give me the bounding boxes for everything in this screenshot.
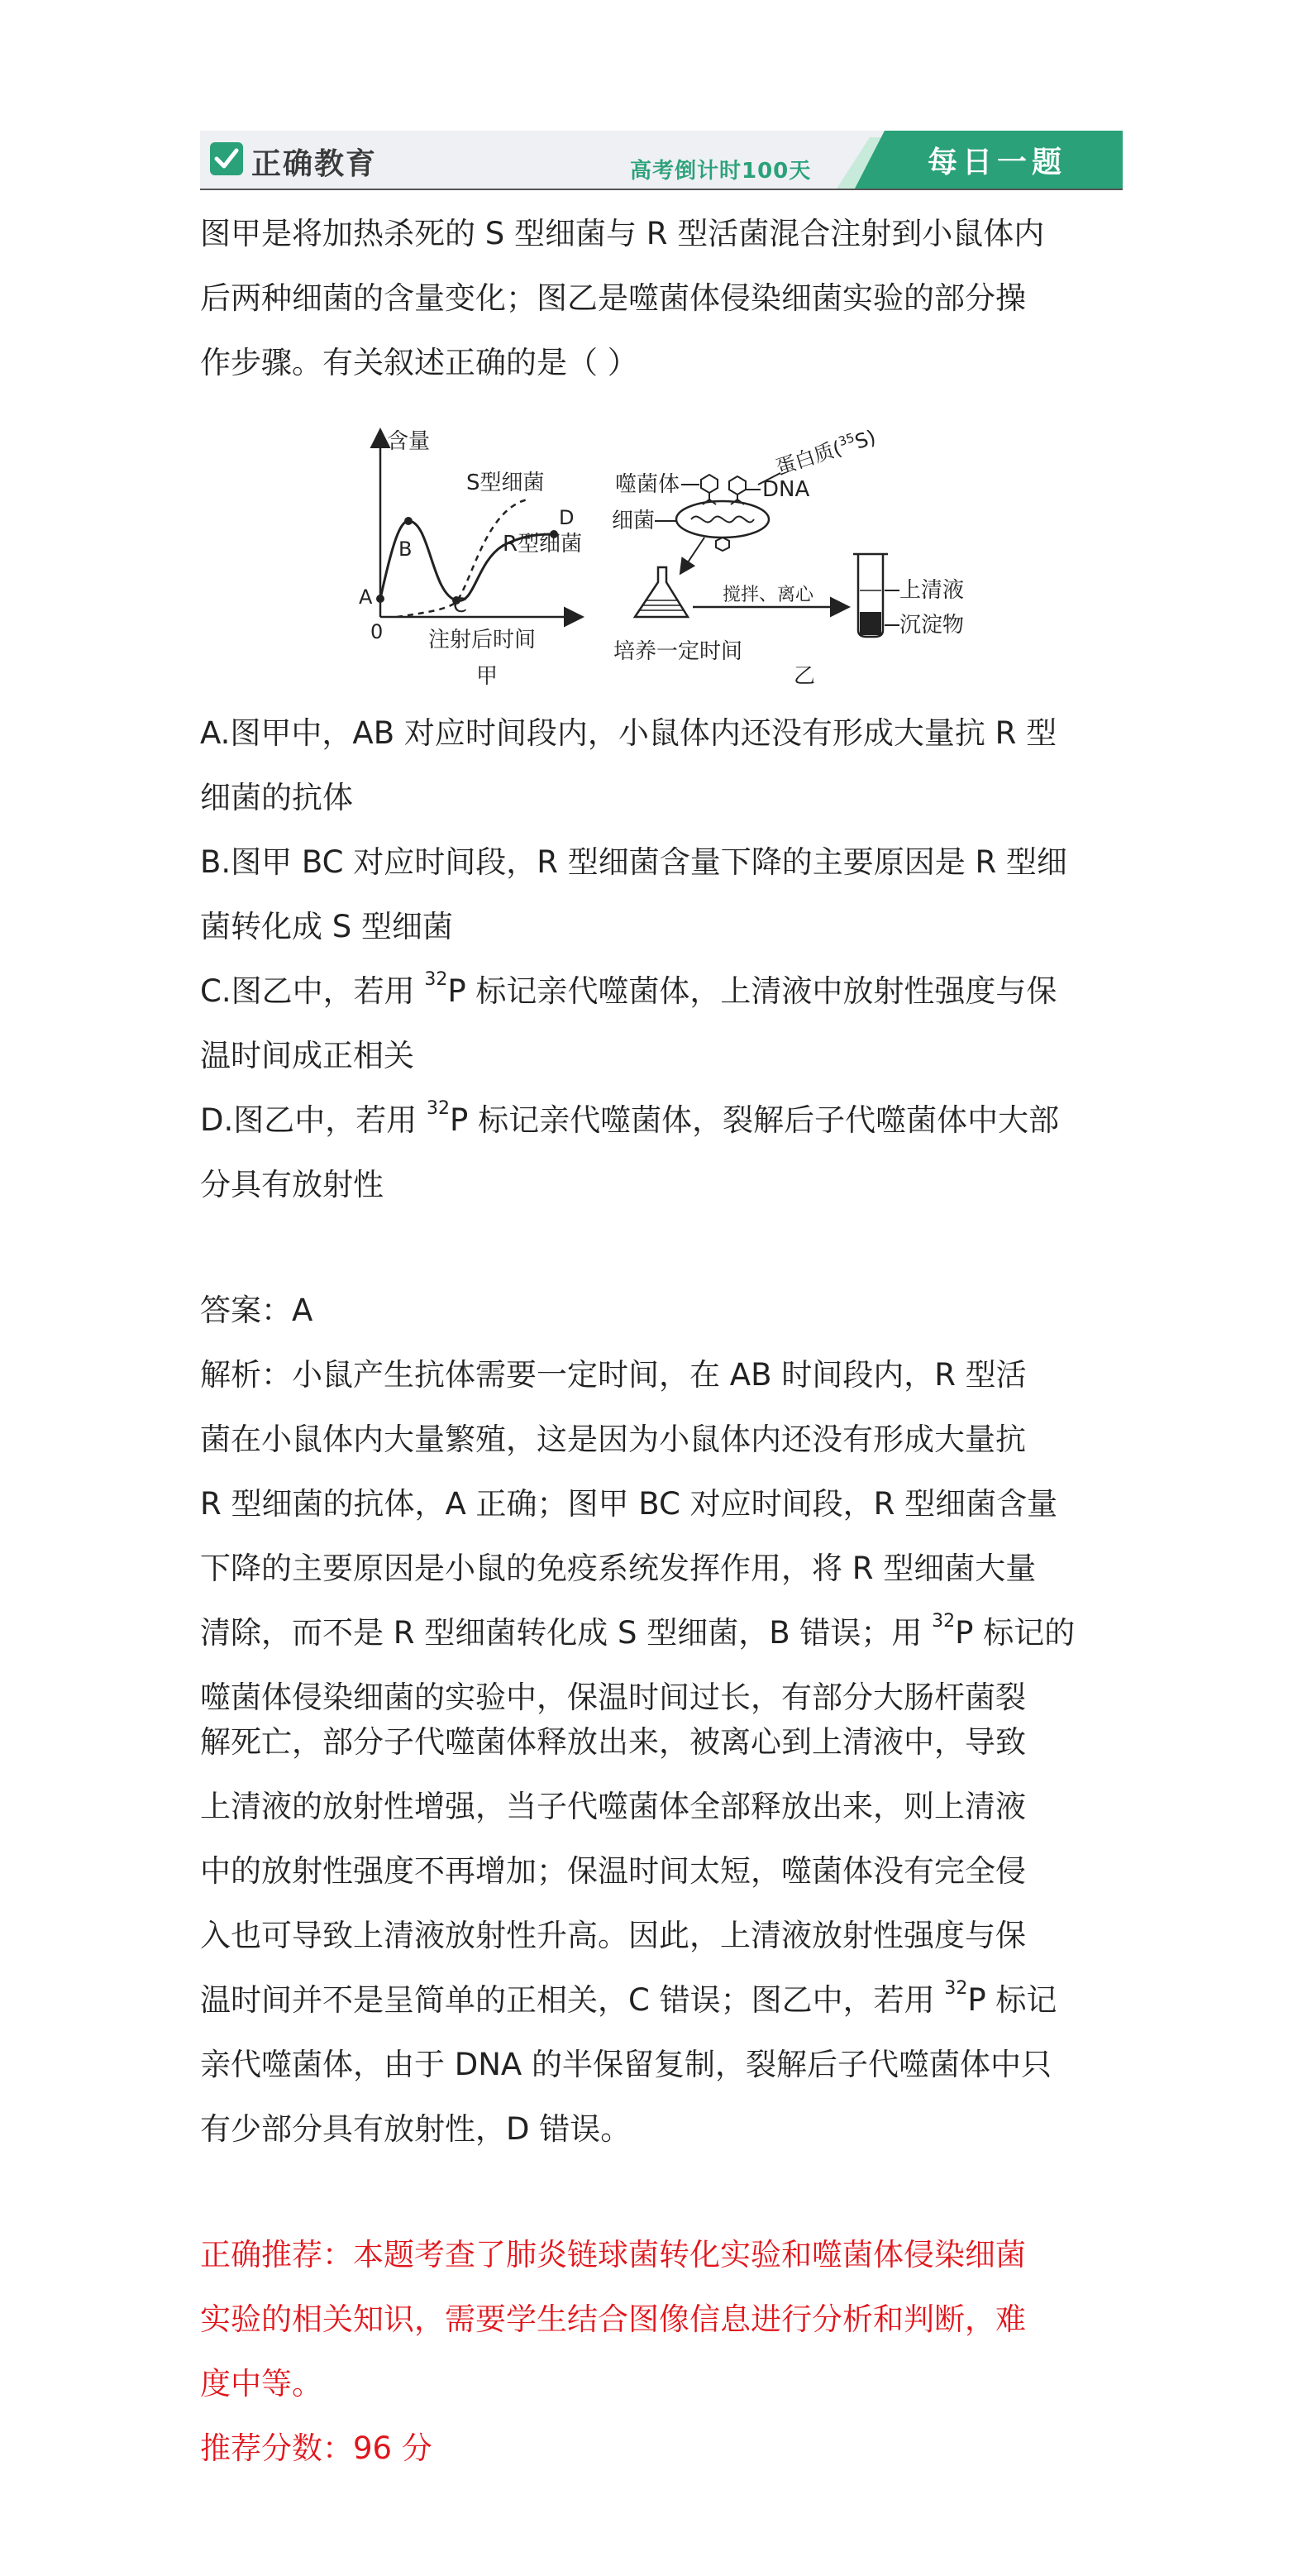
answer-line: 答案：A	[200, 1293, 313, 1328]
analysis-line-9: 中的放射性强度不再增加；保温时间太短，噬菌体没有完全侵	[200, 1853, 1026, 1889]
option-a-line-2: 细菌的抗体	[200, 780, 353, 815]
graph-jia	[359, 429, 582, 689]
analysis-line-8: 上清液的放射性增强，当子代噬菌体全部释放出来，则上清液	[200, 1789, 1026, 1824]
analysis-line-5: 清除，而不是 R 型细菌转化成 S 型细菌，B 错误；用 $^{32}$P 标记的	[200, 1611, 1076, 1651]
analysis-line-7: 解死亡，部分子代噬菌体释放出来，被离心到上清液中，导致	[200, 1724, 1026, 1760]
phage-icon-3	[716, 538, 729, 551]
analysis-line-10: 入也可导致上清液放射性升高。因此，上清液放射性强度与保	[200, 1918, 1026, 1953]
checkmark-logo-icon	[210, 142, 243, 175]
option-d-line-2: 分具有放射性	[200, 1167, 384, 1202]
analysis-line-1: 解析：小鼠产生抗体需要一定时间，在 AB 时间段内，R 型活	[200, 1357, 1027, 1393]
recommend-score: 推荐分数：96 分	[200, 2430, 432, 2466]
option-b-line-1: B.图甲 BC 对应时间段，R 型细菌含量下降的主要原因是 R 型细	[200, 844, 1067, 880]
point-b-label: B	[398, 538, 413, 561]
s-type-label: S型细菌	[466, 471, 545, 495]
bacteria-label: 细菌	[612, 509, 656, 533]
option-d-line-1: D.图乙中，若用 $^{32}$P 标记亲代噬菌体，裂解后子代噬菌体中大部	[200, 1098, 1060, 1138]
point-d-label: D	[559, 506, 575, 529]
daily-question-label: 每日一题	[928, 146, 1067, 179]
analysis-line-12: 亲代噬菌体，由于 DNA 的半保留复制，裂解后子代噬菌体中只	[200, 2047, 1052, 2082]
option-b-line-2: 菌转化成 S 型细菌	[200, 909, 454, 944]
analysis-line-11: 温时间并不是呈简单的正相关，C 错误；图乙中，若用 $^{32}$P 标记	[200, 1978, 1057, 2018]
analysis-line-4: 下降的主要原因是小鼠的免疫系统发挥作用，将 R 型细菌大量	[200, 1551, 1037, 1586]
analysis-line-3: R 型细菌的抗体，A 正确；图甲 BC 对应时间段，R 型细菌含量	[200, 1486, 1058, 1522]
question-stem-line-2: 后两种细菌的含量变化；图乙是噬菌体侵染细菌实验的部分操	[200, 280, 1026, 316]
supernatant-label: 上清液	[899, 578, 965, 603]
x-axis-label: 注射后时间	[428, 628, 537, 652]
test-tube-icon	[853, 554, 888, 637]
analysis-line-2: 菌在小鼠体内大量繁殖，这是因为小鼠体内还没有形成大量抗	[200, 1422, 1026, 1457]
caption-yi: 乙	[794, 664, 816, 689]
point-a-marker	[376, 595, 384, 603]
analysis-line-6: 噬菌体侵染细菌的实验中，保温时间过长，有部分大肠杆菌裂	[200, 1680, 1026, 1715]
caption-jia: 甲	[476, 664, 499, 689]
r-type-label: R型细菌	[503, 532, 583, 557]
recommend-line-1: 正确推荐：本题考查了肺炎链球菌转化实验和噬菌体侵染细菌	[200, 2237, 1026, 2273]
point-a-label: A	[359, 585, 373, 609]
point-b-marker	[404, 517, 413, 525]
option-c-line-1: C.图乙中，若用 $^{32}$P 标记亲代噬菌体，上清液中放射性强度与保	[200, 969, 1057, 1009]
dna-label: DNA	[762, 477, 810, 502]
option-c-line-2: 温时间成正相关	[200, 1038, 414, 1073]
figure-svg	[341, 413, 985, 695]
point-c-label: C	[453, 594, 467, 617]
origin-label: 0	[370, 620, 384, 643]
protein-label: 蛋白质($^{35}$S)	[773, 425, 879, 480]
phage-icon-2	[729, 476, 746, 504]
sediment-label: 沉淀物	[899, 613, 965, 638]
question-figure	[341, 413, 985, 695]
question-stem-line-1: 图甲是将加热杀死的 S 型细菌与 R 型活菌混合注射到小鼠体内	[200, 216, 1045, 251]
culture-flask-icon	[635, 567, 688, 617]
recommend-line-3: 度中等。	[200, 2366, 322, 2402]
question-stem-line-3: 作步骤。有关叙述正确的是（ ）	[200, 345, 638, 380]
y-axis-label: 含量	[387, 429, 431, 454]
recommend-line-2: 实验的相关知识，需要学生结合图像信息进行分析和判断，难	[200, 2301, 1026, 2337]
brand-name: 正确教育	[251, 147, 378, 181]
phage-icon-1	[701, 475, 718, 504]
phage-label: 噬菌体	[615, 472, 680, 497]
exam-countdown: 高考倒计时100天	[630, 159, 812, 184]
diagram-yi	[612, 424, 964, 689]
analysis-line-13: 有少部分具有放射性，D 错误。	[200, 2111, 632, 2147]
option-a-line-1: A.图甲中，AB 对应时间段内，小鼠体内还没有形成大量抗 R 型	[200, 715, 1057, 751]
culture-label: 培养一定时间	[613, 639, 743, 664]
stir-centrifuge-label: 搅拌、离心	[723, 585, 814, 605]
